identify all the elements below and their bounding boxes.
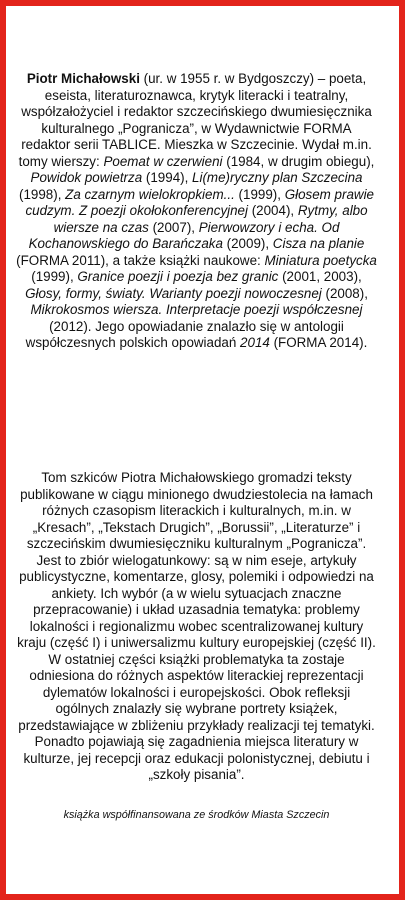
book-title: Za czarnym wielokropkiem... bbox=[65, 186, 235, 202]
author-name: Piotr Michałowski bbox=[26, 71, 140, 86]
book-title: Mikrokosmos wiersza. Interpretacje poezji współczesnej bbox=[30, 302, 363, 317]
book-title: Głosem prawie cudzym. Z poezji okołokonferencyjnej bbox=[25, 186, 374, 218]
bio-text: (1998), bbox=[18, 186, 66, 202]
bio-text: (2012). Jego opowiadanie znalazło się w antologii współczesnych polskich opowiadań bbox=[25, 318, 344, 350]
book-title: Cisza na planie bbox=[272, 236, 365, 251]
bio-text: (1999), bbox=[234, 186, 285, 202]
bio-text: (1984, w drugim obiegu), bbox=[222, 153, 375, 169]
book-title: Rytmy, albo wiersze na czas bbox=[53, 203, 368, 235]
book-title: Li(me)ryczny plan Szczecina bbox=[192, 170, 363, 185]
book-title: Powidok powietrza bbox=[30, 170, 143, 185]
bio-text: (2007), bbox=[148, 219, 199, 235]
book-title: Miniatura poetycka bbox=[264, 252, 377, 268]
author-bio bbox=[16, 71, 377, 352]
bio-text: (2004), bbox=[247, 203, 298, 218]
book-title: Poemat w czerwieni bbox=[103, 153, 223, 169]
funding-credit: książka współfinansowana ze środków Miasta Szczecin bbox=[63, 809, 330, 821]
book-title: Granice poezji i poezja bez granic bbox=[77, 269, 279, 284]
book-title: 2014 bbox=[240, 335, 270, 350]
bio-text: (2001, 2003), bbox=[278, 269, 362, 284]
book-description: Tom szkiców Piotra Michałowskiego gromadzi teksty publikowane w ciągu minionego dwudziestolecia na łamach różnych czasopism literackich i kulturalnych, m.in. w „Kresach”, „Tekstach Drugich”, „Borussii”, „Literaturze” i szczecińskim dwumiesięczniku kulturalnym „Pogranicza”. Jest to zbiór wielogatunkowy: są w nim eseje, artykuły publicystyczne, komentarze, glosy, polemiki i odpowiedzi na ankiety. Ich wybór (a w wielu sytuacjach znaczne przepracowanie) i układ uzasadnia tematyka: problemy lokalności i regionalizmu wobec scentralizowanej kultury kraju (część I) i uniwersalizmu kultury europejskiej (część II). W ostatniej części książki problematyka ta zostaje odniesiona do różnych aspektów literackiej reprezentacji dylematów lokalności i europejskości. Obok refleksji ogólnych znalazły się wybrane portrety książek, przedstawiające w zbliżeniu przykłady realizacji tej tematyki. Ponadto pojawiają się zagadnienia miejsca literatury w kulturze, jej recepcji oraz edukacji polonistycznej, debiutu i „szkoły pisania”. bbox=[17, 470, 376, 782]
bio-text: (FORMA 2011), a także książki naukowe: bbox=[16, 252, 265, 268]
bio-text: (2008), bbox=[321, 285, 368, 301]
book-title: Pierwowzory i echa. Od Kochanowskiego do Barańczaka bbox=[28, 219, 340, 251]
bio-text: (1999), bbox=[31, 269, 78, 284]
book-title: Głosy, formy, światy. Warianty poezji nowoczesnej bbox=[25, 285, 322, 301]
bio-text: (ur. w 1955 r. w Bydgoszczy) – poeta, eseista, literaturoznawca, krytyk literacki i teatralny, współzałożyciel i redaktor szczecińskiego dwumiesięcznika kulturalnego „Pogranicza”, w Wydawnictwie FORMA redaktor serii TABLICE. Mieszka w Szczecinie. Wydał m.in. tomy wierszy: bbox=[18, 71, 372, 169]
bio-text: (1994), bbox=[142, 170, 193, 185]
bio-text: (FORMA 2014). bbox=[269, 335, 368, 350]
bio-text: (2009), bbox=[222, 236, 273, 251]
